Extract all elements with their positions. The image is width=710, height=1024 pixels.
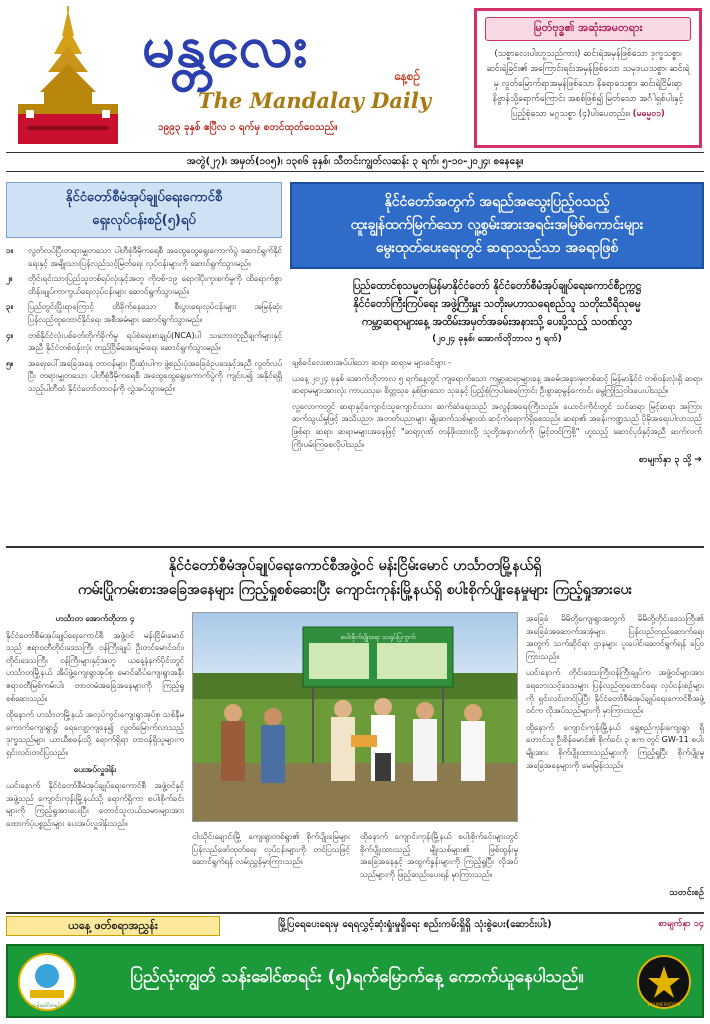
- masthead-title: မန္တလေး: [142, 12, 309, 80]
- inspection-headline: [6, 548, 704, 602]
- objectives-list: [6, 244, 282, 395]
- inspection-headline-line2: ကမ်းပြိုကမ်းစားအခြေအနေများ ကြည့်ရှုစစ်ဆေးပြီး ကျောင်းကုန်းမြို့နယ်ရှိ စပါးစိုက်ပျိုးနေမှုများ ကြည့်ရှုအားပေး: [77, 582, 633, 598]
- story-column-right: [526, 612, 704, 775]
- objective-text: တစ်နိုင်ငံလုံးပစ်ခတ်တိုက်ခိုက်မှု ရပ်စဲရေးစာချုပ်(NCA)ပါ သဘောတူညီချက်များနှင့်အညီ နိုင်ငံတစ်ဝန်းလုံး တည်ငြိမ်အေးချမ်းရေး ဆောင်ရွက်သွားမည်။: [28, 329, 282, 353]
- photo-banner-text: စပါးစိုက်ပျိုးရေး သရုပ်ပြကွက်: [340, 633, 416, 641]
- masthead-title-tag: နေ့စဉ်: [394, 69, 421, 83]
- field-visit-photo: [193, 613, 518, 822]
- reading-guide-bar: [6, 912, 704, 938]
- enumeration-badge-icon: [636, 954, 692, 1010]
- objective-text: တိုင်းရင်းသားပြည်သူတစ်ရပ်လုံးနှင့်အတူ ကိုဗစ်-၁၉ ရောဂါပိုးကူးစက်မှုကို ထိရောက်စွာ ထိန်းချုပ်ကာကွယ်ရေးလုပ်ငန်းများ ဆောင်ရွက်သွားမည်။: [28, 273, 282, 296]
- newspaper-logo: [8, 6, 464, 146]
- objectives-heading-line2: ရှေးလုပ်ငန်းစဉ်(၅)ရပ်: [92, 213, 196, 228]
- lead-paragraph: ယနေ့ ၂၀၂၄ ခုနှစ် အောက်တိုဘာလ ၅ ရက်နေ့တွင် ကျရောက်သော ကမ္ဘာ့ဆရာများနေ့ အခမ်းအနားမှတစ်ဆင့် မြန်မာနိုင်ငံ တစ်ဝန်းလုံးရှိ ဆရာ၊ ဆရာမများအားလုံး ကာယသုခ၊ စိတ္တသုခ နှစ်ဖြာသော သုခနှင့် ပြည့်စုံကြပါစေကြောင်း ဦးစွာဆုမွန်ကောင်း မွေ့ကြုံသြဝါဒပေးပါသည်။: [292, 372, 702, 396]
- objective-text: လွတ်လပ်ပြီးတရားမျှတသော ပါတီစုံဒီမိုကရေစီ အထွေထွေရွေးကောက်ပွဲ ဆောင်ရွက်နိုင်ရေးနှင့် အမျိုးသားပြန်လည်သင့်မြတ်ရေး လုပ်ငန်းများကို ဆောင်ရွက်သွားမည်။: [28, 245, 282, 268]
- objective-number: ၁။: [6, 245, 14, 255]
- reading-guide-article[interactable]: မြို့ပြရေပေးရေးမှ ရေရလွှင့်ဆုံးရှုံးမှုရှိရေး စည်းကမ်းရှိရှိ သုံးစွဲပေး(ဆောင်းပါး): [278, 919, 552, 930]
- story-column-middle: [192, 830, 518, 880]
- story-paragraph: ယင်းနောက် တိုင်းဒေသကြီးဝန်ကြီးချုပ်က အဖွဲ့ဝင်များအား ရေဘေးသင့်ဒေသများ ပြန်လည်ထူထောင်ရေး လုပ်ငန်းစဉ်များကို ရှင်းလင်းတင်ပြပြီး နိုင်ငံတော်စီမံအုပ်ချုပ်ရေးကောင်စီအဖွဲ့ဝင်က လိုအပ်သည်များကို မှာကြားသည်။: [526, 667, 704, 716]
- story-signature: သတင်းစဉ်: [669, 888, 704, 898]
- teaching-source: (မဓမ္မ၀၁): [632, 109, 665, 119]
- objective-number: ၄။: [6, 329, 14, 340]
- lead-paragraph: လူ့လောကတွင် ဆရာနှင့်ကျောင်းသူကျောင်းသား ဆက်ဆံရေးသည် အလွန်အရေးကြီးသည်။ ယောင်းကိုင်းတွင် သင်ဆရာ မြင့်ဆရာ အကြားဆက်သွယ်မှုဖြင့် အသိပညာ၊ အတတ်ပညာများ မျိုးဆက်သစ်များထံ ဆင့်ကဲရောက်ရှိစေသည်။ ဆရာ၏ အခန်းကဏ္ဍသည် ပိုမိုအရေးပါလာသည်ဖြစ်ရာ ဆရာ၊ ဆရာမများအနေဖြင့် "ဆရာ့ဂုဏ် တန်ဖိုးထားလို့ သူတို့အနာဂတ်ကို မြှင့်တင်ကြစို့" ဟူသည့် ဆောင်ပုဒ်နှင့်အညီ ဆက်လက်ကြိုးပမ်းကြစေလိုပါသည်။: [292, 400, 702, 449]
- objective-number: ၃။: [6, 301, 14, 312]
- reading-guide-label: ယနေ့ ဖတ်စရာအညွှန်း: [6, 916, 220, 936]
- masthead-subtitle: ၁၉၉၃ ခုနှစ် ဧပြီလ ၁ ရက်မှ စတင်ထုတ်ဝေသည်။: [158, 122, 338, 133]
- lead-body: [290, 350, 704, 467]
- story-paragraph: အခြေခံ မိမိတို့ကျေးရွာအတွက် မိမိတို့တိုင်းဒေသကြီး၏ အခြေခံအဆောက်အအုံများ ပြန်လည်တည်ဆောက်ရေးအတွက် သက်ဆိုင်ရာ ဌာနများ ပူးပေါင်းဆောင်ရွက်ရန် ပြောကြားသည်။: [526, 613, 704, 661]
- continued-link[interactable]: စာမျက်နှာ ၃ သို့ ➔: [638, 455, 702, 466]
- inspection-story: [6, 546, 704, 906]
- inspection-headline-line1: နိုင်ငံတော်စီမံအုပ်ချုပ်ရေးကောင်စီအဖွဲ့ဝင် မန်းငြိမ်းမောင် ဟင်္သာတမြို့နယ်ရှိ: [168, 558, 542, 574]
- lead-article: [290, 182, 704, 538]
- objective-item: [6, 244, 282, 269]
- enumeration-badge-text: ENUMERATION: [647, 1003, 681, 1008]
- objective-item: [6, 300, 282, 325]
- lead-paragraph: ချစ်ခင်လေးစားအပ်ပါသော ဆရာ၊ ဆရာမ များခင်ဗျား -: [292, 357, 452, 367]
- objectives-heading: [6, 182, 282, 238]
- objective-item: [6, 329, 282, 354]
- story-paragraph: ထို့နောက် ကျောင်းကုန်းမြို့နယ် ရွှေစည်ကုန်းကျေးရွာ ရှိ တောင်သူ ဦးစိန်မောင်၏ စိုက်ခင်း ၃ ဧက တွင် GW-11 စပါးမျိုးအား စိုက်ပျိုးထားသည်များကို ကြည့်ရှုပြီး စိုက်ပျိုးမှုအခြေအနေများကို မေးမြန်းသည်။: [526, 721, 705, 770]
- census-logo-icon: [16, 952, 78, 1012]
- story-subhead: ပေးအပ်လှူဒါန်း: [73, 763, 117, 774]
- lead-headline: [290, 182, 704, 269]
- objective-number: ၅။: [6, 357, 14, 368]
- story-paragraph: ထိုနောက် ဟင်္သာတမြို့နယ် အလုပ်ကွင်းကျေးရွာအုပ်စု သစ်နီမကောက်ကျေးရွာ၌ ရေလျော့ကျနေ၍ လွတ်မြောက်လာသည့် ဒုက္ခသည်များ ယာယီစခန်းသို့ ရောက်ရှိရာ တာဝန်ရှိသူများက ရှင်းလင်းတင်ပြသည်။: [6, 709, 184, 757]
- objectives-heading-line1: နိုင်ငံတော်စီမံအုပ်ချုပ်ရေးကောင်စီ: [65, 190, 223, 205]
- census-banner-text: ပြည်လုံးကျွတ် သန်းခေါင်စာရင်း (၅)ရက်မြောက်နေ့ ကောက်ယူနေပါသည်။: [130, 967, 584, 987]
- masthead-title-english: The Mandalay Daily: [198, 88, 432, 113]
- lead-headline-line: ထူးချွန်ထက်မြက်သော လူ့စွမ်းအားအရင်းအမြစ်ကောင်းများ: [350, 217, 644, 233]
- objective-item: [6, 357, 282, 395]
- lead-deck: [290, 269, 704, 350]
- teaching-heading: မြတ်ဗုဒ္ဓ၏ အဆုံးအမတရား: [485, 17, 691, 41]
- lead-deck-line: နိုင်ငံတော်ကြီးကြပ်ရေး အဖွဲ့ကြီးမှူး သတိုးမဟာသရေစည်သူ သတိုးသီရိသုဓမ္မ: [353, 298, 641, 310]
- objective-text: အရေးပေါ်အခြေအနေ တာဝန်များ ပြီးဆုံးပါက ဖွဲ့စည်းပုံအခြေခံဥပဒေနှင့်အညီ လွတ်လပ်ပြီး တရားမျှတသော ပါတီစုံဒီမိုကရေစီ အထွေထွေရွေးကောက်ပွဲကို ကျင်းပ၍ အနိုင်ရရှိသည့်ပါတီထံ နိုင်ငံတော်တာဝန်ကို လွှဲအပ်သွားမည်။: [28, 357, 282, 393]
- objective-number: ၂။: [6, 273, 13, 284]
- story-paragraph: နိုင်ငံတော်စီမံအုပ်ချုပ်ရေးကောင်စီ အဖွဲ့ဝင် မန်းငြိမ်းမောင်သည် ဧရာဝတီတိုင်းဒေသကြီး ဝန်ကြီးချုပ် ဦးတင်မောင်ဝင်း၊ တိုင်းဒေသကြီး ဝန်ကြီးများနှင့်အတူ ယနေ့နံနက်ပိုင်းတွင် ဟင်္သာတမြို့နယ် အိပ်ဖွဲ့ကျေးရွာအုပ်စု မောင်ဆိပ်ကျေးရွာအနီး ဧရာဝတီမြစ်ကမ်းပါး တာတမံအခြေအနေများကို ကြည့်ရှုစစ်ဆေးသည်။: [6, 629, 184, 703]
- lead-date: (၂၀၂၄ ခုနှစ်၊ အောက်တိုဘာလ ၅ ရက်): [432, 334, 562, 344]
- reading-guide-page[interactable]: စာမျက်နှာ ၁၄: [658, 919, 704, 929]
- issue-dateline: အတွဲ(၂၇)၊ အမှတ်(၁၀၅)၊ ၁၃၈၆ ခုနှစ်၊ သီတင်းကျွတ်လဆန်း ၃ ရက်၊ ၅-၁၀-၂၀၂၄၊ စနေနေ့။: [6, 152, 704, 172]
- lead-headline-line: မွေးထုတ်ပေးရေးတွင် ဆရာသည်သာ အခရာဖြစ်: [375, 240, 619, 256]
- lead-deck-line: ကမ္ဘာ့ဆရာများနေ့ အထိမ်းအမှတ်အခမ်းအနားသို့ ပေးပို့သည့် သဝဏ်လွှာ: [361, 316, 632, 328]
- lead-headline-line: နိုင်ငံတော်အတွက် အရည်အသွေးပြည့်ဝသည့်: [384, 194, 610, 210]
- teaching-body: (သစ္စာလေးပါးဟူသည်ကား) ဆင်းရဲအမှန်ဖြစ်သော ဒုက္ခသစ္စာ၊ ဆင်းရဲခြင်း၏ အကြောင်းရင်းအမှန်ဖြစ်သော သမုဒယသစ္စာ၊ ဆင်းရဲမှ လွတ်မြောက်ရာအမှန်ဖြစ်သော နိရောဓသစ္စာ၊ ဆင်းရဲငြိမ်းရာ နိဗ္ဗာန်သို့ရောက်ကြောင်း အစစ်ဖြစ်၍ မြတ်သော အင်္ဂါရှစ်ပါးနှင့် ပြည့်စုံသော မဂ္ဂသစ္စာ (၄)ပါးပေတည်း။: [486, 49, 690, 119]
- objectives-article: [6, 182, 282, 538]
- story-column-left: [6, 612, 184, 834]
- story-paragraph: ငါးသိုင်းချောင်းမြို့ ကျေးရွာတစ်ရွာ၏ စိုက်ပျိုးမြေများ ပြန်လည်ဖော်ထုတ်ရေး လုပ်ငန်းများကို တင်ပြသဖြင့် ဆောင်ရွက်ရန် လမ်းညွှန်မှာကြားသည်။: [192, 831, 350, 867]
- census-banner: [6, 944, 704, 1018]
- masthead: [0, 0, 710, 178]
- lead-deck-line: ပြည်ထောင်စုသမ္မတမြန်မာနိုင်ငံတော် နိုင်ငံတော်စီမံအုပ်ချုပ်ရေးကောင်စီဥက္ကဋ္ဌ: [352, 280, 642, 292]
- objective-text: ပြည်တွင်းပြိုးရာကြောင့် ထိခိုက်နေသော စီးပွားရေးလုပ်ငန်းများ အမြန်ဆုံး ပြန်လည်ထူထောင်နိုင်ရေး အစီအမံများ ဆောင်ရွက်သွားမည်။: [28, 301, 282, 324]
- objective-item: [6, 272, 282, 297]
- story-paragraph: ထိုနောက် ကျောင်းကုန်းမြို့နယ် စပါးစိုက်ခင်းများတွင် စိုက်ပျိုးထားသည့် မျိုးသစ်များ၏ ဖြစ်ထွန်းမှုအခြေအနေနှင့် အထွက်နှုန်းများကို ကြည့်ရှုပြီး လိုအပ်သည်များကို ဖြည့်ဆည်းပေးရန် မှာကြားသည်။: [360, 831, 518, 879]
- teaching-text: [485, 47, 691, 122]
- palace-spire-icon: [8, 6, 128, 146]
- story-dateline: ဟင်္သာတ အောက်တိုဘာ ၄: [55, 613, 135, 623]
- buddha-teaching-box: [474, 8, 702, 148]
- census-logo-text: သန်းခေါင်စာရင်း: [32, 1003, 62, 1009]
- news-photo: [192, 612, 518, 822]
- story-paragraph: ယင်းနောက် နိုင်ငံတော်စီမံအုပ်ချုပ်ရေးကောင်စီ အဖွဲ့ဝင်နှင့် အဖွဲ့သည် ကျောင်းကုန်းမြို့နယ်သို့ ရောက်ရှိကာ စပါးစိုက်ခင်းများကို ကြည့်ရှုအားပေးပြီး တောင်သူလယ်သမားများအား ထောက်ပံ့ပစ္စည်းများ ပေးအပ်လှူဒါန်းသည်။: [6, 780, 184, 828]
